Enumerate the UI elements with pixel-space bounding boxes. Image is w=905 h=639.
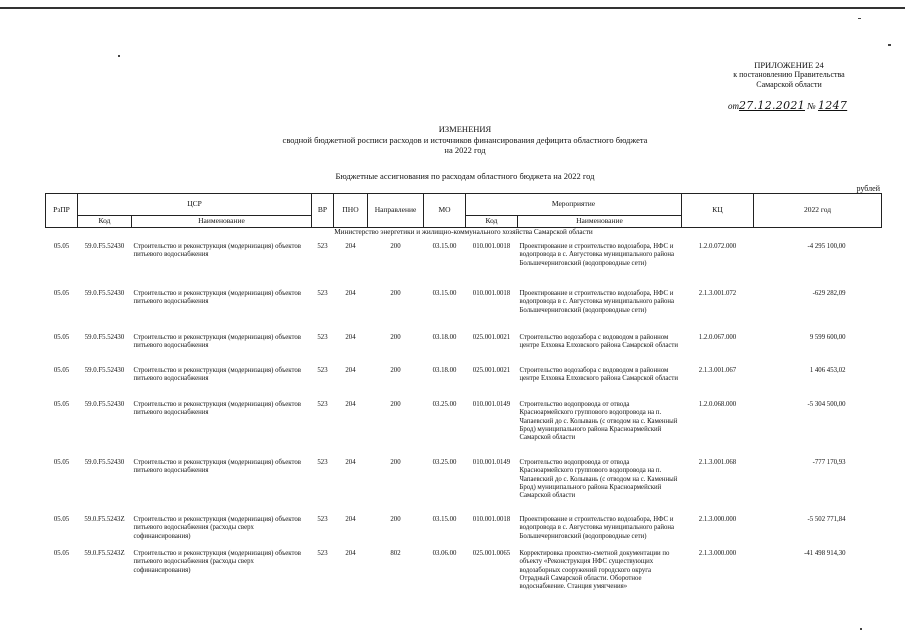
row-rzpr: 05.05 <box>53 401 70 408</box>
row-event-name: Проектирование и строительство водозабора, НФС и водопровода в с. Августовка муниципального района Большечерниговский (водопроводные сети) <box>519 516 675 540</box>
row-event-code: 010.001.0149 <box>472 401 511 408</box>
row-mo: 03.15.00 <box>432 290 457 297</box>
row-direction: 802 <box>390 550 401 557</box>
row-csr-code: 59.0.F5.52430 <box>84 401 125 408</box>
row-rzpr: 05.05 <box>53 516 70 523</box>
table-row <box>46 363 882 397</box>
row-csr-code: 59.0.F5.52430 <box>84 243 125 250</box>
row-mo: 03.18.00 <box>432 367 457 374</box>
row-vr: 523 <box>317 550 328 557</box>
row-pno: 204 <box>345 459 356 466</box>
row-event-name: Строительство водопровода от отвода Красноармейского группового водопровода на п. Чапаевский до с. Колывань (с отводом на с. Каменный Брод) муниципального района Красноармейский Самарской области <box>519 401 678 442</box>
row-rzpr: 05.05 <box>53 459 70 466</box>
ministry-row <box>46 228 882 240</box>
row-mo: 03.25.00 <box>432 401 457 408</box>
document-title-main: ИЗМЕНЕНИЯ <box>438 124 492 134</box>
row-event-code: 010.001.0018 <box>472 290 511 297</box>
row-csr-code: 59.0.F5.52430 <box>84 334 125 341</box>
header-pno: ПНО <box>334 194 368 228</box>
row-csr-code: 59.0.F5.52430 <box>84 290 125 297</box>
row-event-name: Проектирование и строительство водозабора, НФС и водопровода в с. Августовка муниципального района Большечерниговский (водопроводные сети) <box>519 243 675 267</box>
row-kc: 1.2.0.068.000 <box>698 401 737 408</box>
row-amount: -629 282,09 <box>812 290 846 297</box>
row-direction: 200 <box>390 459 401 466</box>
scan-speck <box>118 55 120 57</box>
row-pno: 204 <box>345 367 356 374</box>
row-mo: 03.15.00 <box>432 516 457 523</box>
approval-date-number <box>728 99 847 112</box>
header-event-name: Наименование <box>518 216 682 228</box>
row-csr-name: Строительство и реконструкция (модернизация) объектов питьевого водоснабжения <box>133 334 301 350</box>
row-rzpr: 05.05 <box>53 367 70 374</box>
row-pno: 204 <box>345 290 356 297</box>
row-kc: 1.2.0.067.000 <box>698 334 737 341</box>
row-pno: 204 <box>345 550 356 557</box>
scan-speck <box>860 628 862 630</box>
row-pno: 204 <box>345 401 356 408</box>
table-row <box>46 330 882 363</box>
row-kc: 2.1.3.000.000 <box>698 550 737 557</box>
approval-line: к постановлению Правительства <box>733 70 845 79</box>
row-amount: -41 498 914,30 <box>804 550 846 557</box>
header-csr: ЦСР <box>78 194 312 216</box>
row-mo: 03.25.00 <box>432 459 457 466</box>
header-event: Мероприятие <box>466 194 682 216</box>
row-pno: 204 <box>345 243 356 250</box>
document-title <box>240 124 690 156</box>
row-rzpr: 05.05 <box>53 243 70 250</box>
row-event-code: 010.001.0149 <box>472 459 511 466</box>
header-mo: МО <box>424 194 466 228</box>
row-vr: 523 <box>317 334 328 341</box>
row-direction: 200 <box>390 334 401 341</box>
header-direction: Направление <box>368 194 424 228</box>
row-mo: 03.18.00 <box>432 334 457 341</box>
row-amount: 1 406 453,02 <box>809 367 846 374</box>
header-csr-code: Код <box>78 216 132 228</box>
row-amount: -777 170,93 <box>812 459 846 466</box>
row-vr: 523 <box>317 367 328 374</box>
approval-line: Самарской области <box>756 80 822 89</box>
page-top-rule <box>0 7 905 9</box>
row-event-name: Корректировка проектно-сметной документации по объекту «Реконструкция НФС существующих водозаборных сооружений городского округа Отрадный Самарской области. Оборотное водоснабжение. Станция умягчения» <box>519 550 670 591</box>
row-direction: 200 <box>390 401 401 408</box>
from-label: от <box>728 101 739 111</box>
table-row <box>46 239 882 286</box>
budget-table <box>45 193 882 608</box>
ministry-name: Министерство энергетики и жилищно-коммунального хозяйства Самарской области <box>334 228 593 236</box>
row-csr-name: Строительство и реконструкция (модернизация) объектов питьевого водоснабжения <box>133 243 301 259</box>
handwritten-date: 27.12.2021 <box>739 99 805 112</box>
scan-speck <box>858 18 861 19</box>
row-mo: 03.06.00 <box>432 550 457 557</box>
row-direction: 200 <box>390 516 401 523</box>
row-csr-name: Строительство и реконструкция (модернизация) объектов питьевого водоснабжения (расходы сверх софинансирования) <box>133 516 301 540</box>
row-event-name: Строительство водопровода от отвода Красноармейского группового водопровода на п. Чапаевский до с. Колывань (с отводом на с. Каменный Брод) муниципального района Красноармейский Самарской области <box>519 459 678 500</box>
row-pno: 204 <box>345 516 356 523</box>
row-amount: -5 304 500,00 <box>807 401 846 408</box>
table-row <box>46 455 882 512</box>
row-direction: 200 <box>390 367 401 374</box>
row-event-code: 025.001.0021 <box>472 334 511 341</box>
row-csr-name: Строительство и реконструкция (модернизация) объектов питьевого водоснабжения <box>133 290 301 306</box>
row-kc: 2.1.3.000.000 <box>698 516 737 523</box>
row-vr: 523 <box>317 516 328 523</box>
row-kc: 2.1.3.001.068 <box>698 459 737 466</box>
header-csr-name: Наименование <box>132 216 312 228</box>
units-label: рублей <box>856 184 880 193</box>
row-csr-name: Строительство и реконструкция (модернизация) объектов питьевого водоснабжения (расходы сверх софинансирования) <box>133 550 301 574</box>
row-csr-name: Строительство и реконструкция (модернизация) объектов питьевого водоснабжения <box>133 367 301 383</box>
row-rzpr: 05.05 <box>53 334 70 341</box>
row-kc: 1.2.0.072.000 <box>698 243 737 250</box>
row-rzpr: 05.05 <box>53 550 70 557</box>
header-rzpr: РзПР <box>46 194 78 228</box>
table-row <box>46 546 882 608</box>
row-event-name: Строительство водозабора с водоводом в районном центре Елховка Елховского района Самарской области <box>519 334 678 350</box>
document-subtitle: Бюджетные ассигнования по расходам областного бюджета на 2022 год <box>335 171 595 181</box>
row-vr: 523 <box>317 290 328 297</box>
row-event-name: Строительство водозабора с водоводом в районном центре Елховка Елховского района Самарской области <box>519 367 678 383</box>
table-row <box>46 397 882 455</box>
row-amount: -5 502 771,84 <box>807 516 846 523</box>
row-mo: 03.15.00 <box>432 243 457 250</box>
row-vr: 523 <box>317 243 328 250</box>
header-year: 2022 год <box>754 194 882 228</box>
approval-title: ПРИЛОЖЕНИЕ 24 <box>754 60 824 70</box>
row-rzpr: 05.05 <box>53 290 70 297</box>
row-csr-code: 59.0.F5.5243Z <box>84 516 125 523</box>
row-direction: 200 <box>390 243 401 250</box>
row-csr-name: Строительство и реконструкция (модернизация) объектов питьевого водоснабжения <box>133 401 301 417</box>
handwritten-number: 1247 <box>817 99 848 112</box>
approval-block <box>724 60 854 90</box>
row-csr-code: 59.0.F5.52430 <box>84 459 125 466</box>
table-row <box>46 512 882 546</box>
header-vr: ВР <box>312 194 334 228</box>
row-pno: 204 <box>345 334 356 341</box>
row-kc: 2.1.3.001.067 <box>698 367 737 374</box>
table-row <box>46 286 882 330</box>
row-vr: 523 <box>317 401 328 408</box>
document-title-year: на 2022 год <box>444 145 486 155</box>
document-title-line: сводной бюджетной росписи расходов и источников финансирования дефицита областного бюджета <box>282 134 648 145</box>
row-event-code: 010.001.0018 <box>472 516 511 523</box>
header-event-code: Код <box>466 216 518 228</box>
row-csr-code: 59.0.F5.5243Z <box>84 550 125 557</box>
row-event-name: Проектирование и строительство водозабора, НФС и водопровода в с. Августовка муниципального района Большечерниговский (водопроводные сети) <box>519 290 675 314</box>
row-kc: 2.1.3.001.072 <box>698 290 737 297</box>
number-label: № <box>807 101 816 111</box>
header-kc: КЦ <box>682 194 754 228</box>
row-amount: 9 599 600,00 <box>809 334 846 341</box>
row-amount: -4 295 100,00 <box>807 243 846 250</box>
row-csr-code: 59.0.F5.52430 <box>84 367 125 374</box>
row-event-code: 025.001.0021 <box>472 367 511 374</box>
row-csr-name: Строительство и реконструкция (модернизация) объектов питьевого водоснабжения <box>133 459 301 475</box>
scan-speck <box>888 44 891 46</box>
row-event-code: 025.001.0065 <box>472 550 511 557</box>
row-direction: 200 <box>390 290 401 297</box>
row-vr: 523 <box>317 459 328 466</box>
row-event-code: 010.001.0018 <box>472 243 511 250</box>
